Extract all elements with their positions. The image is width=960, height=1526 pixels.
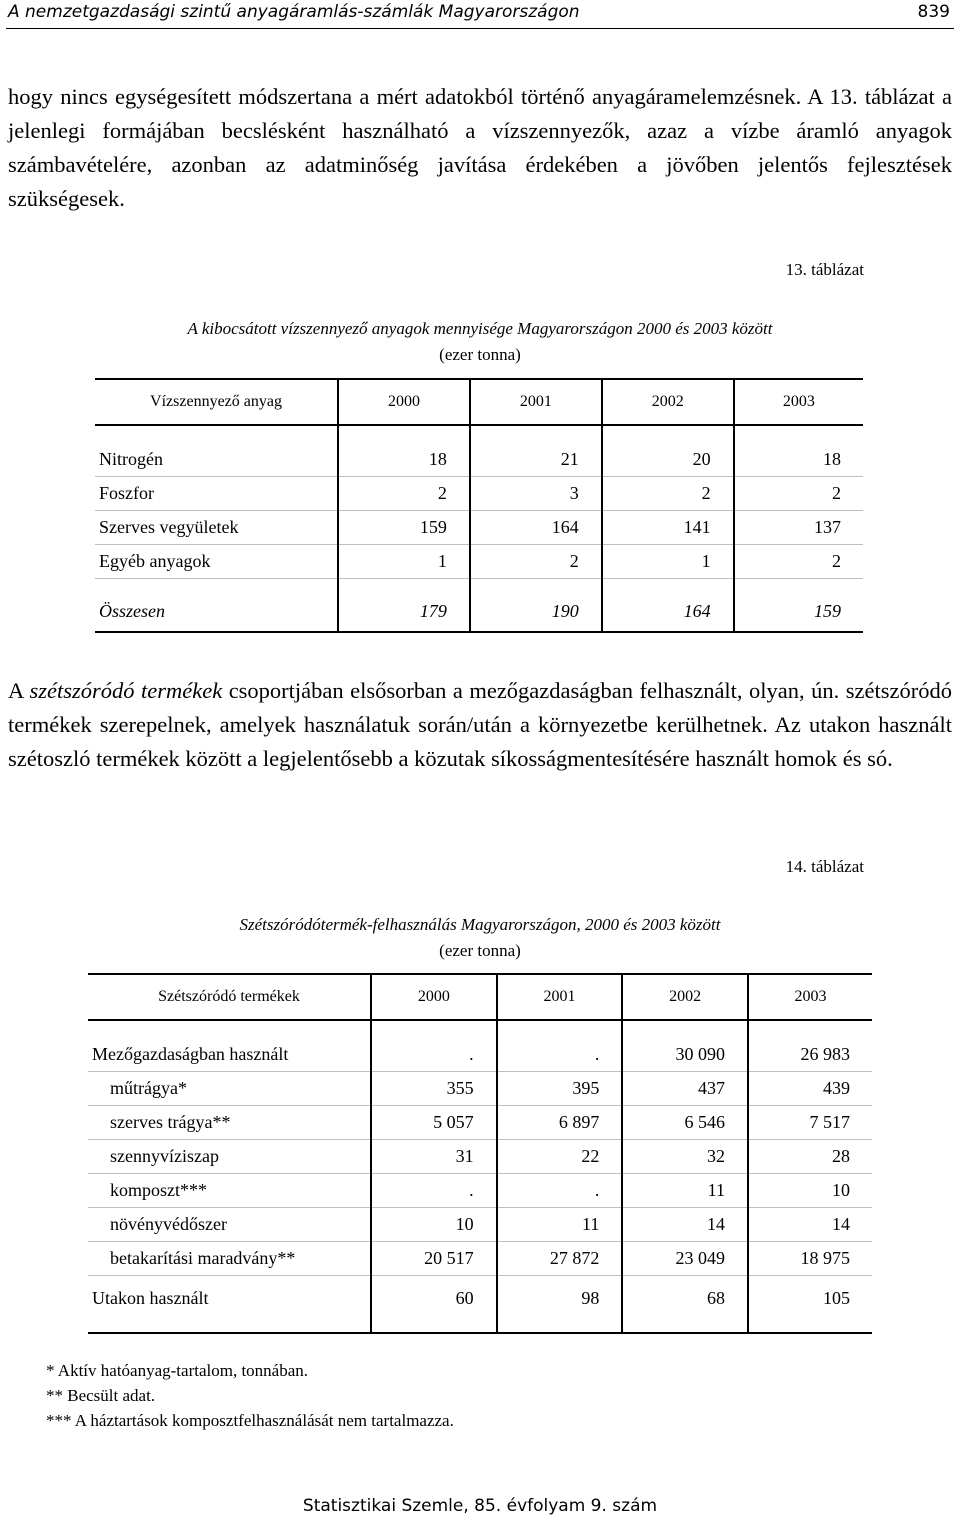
running-title: A nemzetgazdasági szintű anyagáramlás-számlák Magyarországon [8, 2, 580, 22]
table-cell: 14 [622, 1208, 748, 1242]
table-cell: 98 [497, 1276, 623, 1334]
table-cell: 31 [371, 1140, 497, 1174]
table-cell: 60 [371, 1276, 497, 1334]
paragraph-lead: A [8, 678, 30, 703]
table-cell: 137 [734, 511, 863, 545]
page-number: 839 [917, 2, 950, 22]
table-cell: Összesen [95, 579, 338, 633]
table-cell: 18 975 [748, 1242, 872, 1276]
table-cell: 159 [734, 579, 863, 633]
table-cell: . [497, 1174, 623, 1208]
table-cell: 395 [497, 1072, 623, 1106]
table-cell: Szerves vegyületek [95, 511, 338, 545]
table-13-title-text: A kibocsátott vízszennyező anyagok mennyisége Magyarországon 2000 és 2003 között [187, 319, 773, 338]
table-cell: 2 [470, 545, 602, 579]
table-cell: 30 090 [622, 1020, 748, 1072]
column-header: 2003 [748, 974, 872, 1020]
table-cell: 22 [497, 1140, 623, 1174]
column-header: Szétszóródó termékek [88, 974, 371, 1020]
table-row [88, 1072, 872, 1106]
table-cell: 105 [748, 1276, 872, 1334]
table-cell: Egyéb anyagok [95, 545, 338, 579]
table-14-unit: (ezer tonna) [439, 941, 521, 960]
table-cell: 21 [470, 425, 602, 477]
table-row [88, 1140, 872, 1174]
table-row [95, 511, 863, 545]
table-cell: 23 049 [622, 1242, 748, 1276]
table-cell: 159 [338, 511, 470, 545]
column-header: 2001 [497, 974, 623, 1020]
table-cell: 6 897 [497, 1106, 623, 1140]
table-cell: 141 [602, 511, 734, 545]
paragraph-emphasis: szétszóródó termékek [29, 678, 223, 703]
table-cell: komposzt*** [88, 1174, 371, 1208]
body-paragraph-2 [8, 674, 952, 776]
table-cell: 2 [734, 545, 863, 579]
table-13-caption: 13. táblázat [785, 260, 864, 279]
column-header: 2003 [734, 379, 863, 425]
table-cell: 20 [602, 425, 734, 477]
page-footer: Statisztikai Szemle, 85. évfolyam 9. szám [302, 1496, 658, 1516]
table-cell: 164 [602, 579, 734, 633]
column-header: 2000 [371, 974, 497, 1020]
table-header-row [95, 379, 863, 425]
column-header: 2002 [602, 379, 734, 425]
table-cell: növényvédőszer [88, 1208, 371, 1242]
column-header: 2000 [338, 379, 470, 425]
table-total-row [95, 579, 863, 633]
table-row [88, 1020, 872, 1072]
table-cell: betakarítási maradvány** [88, 1242, 371, 1276]
table-cell: 10 [371, 1208, 497, 1242]
table-cell: 179 [338, 579, 470, 633]
table-cell: szennyvíziszap [88, 1140, 371, 1174]
table-cell: 1 [602, 545, 734, 579]
table-13-unit: (ezer tonna) [439, 345, 521, 364]
table-14-caption: 14. táblázat [785, 857, 864, 876]
table-13-title [0, 316, 960, 368]
table-13 [95, 378, 863, 633]
paragraph-rest: csoportjában elsősorban a mezőgazdaságban felhasznált, olyan, ún. szétszóródó termékek szerepelnek, amelyek használatuk során/után a környezetbe kerülhetnek. Az utakon használt szétoszló termékek között a legjelentősebb a közutak síkosságmentesítésére használt homok és só. [8, 678, 952, 771]
table-cell: 7 517 [748, 1106, 872, 1140]
table-cell: 68 [622, 1276, 748, 1334]
column-header: 2002 [622, 974, 748, 1020]
table-row [88, 1208, 872, 1242]
table-14-title [0, 912, 960, 964]
table-cell: 26 983 [748, 1020, 872, 1072]
table-cell: 439 [748, 1072, 872, 1106]
table-row [88, 1242, 872, 1276]
table-cell: 27 872 [497, 1242, 623, 1276]
table-cell: . [371, 1020, 497, 1072]
table-row [95, 477, 863, 511]
table-cell: 10 [748, 1174, 872, 1208]
table-cell: 11 [497, 1208, 623, 1242]
table-cell: . [497, 1020, 623, 1072]
table-cell: 18 [338, 425, 470, 477]
table-cell: Mezőgazdaságban használt [88, 1020, 371, 1072]
body-paragraph-1: hogy nincs egységesített módszertana a mért adatokból történő anyagáramelemzésnek. A 13. táblázat a jelenlegi formájában becslésként használható a vízszennyezők, azaz a vízbe áramló anyagok számbavételére, azonban az adatminőség javítása érdekében a jövőben jelentős fejlesztések szükségesek. [8, 84, 952, 211]
table-cell: műtrágya* [88, 1072, 371, 1106]
table-cell: 14 [748, 1208, 872, 1242]
table-cell: 3 [470, 477, 602, 511]
table-cell: Nitrogén [95, 425, 338, 477]
table-cell: 6 546 [622, 1106, 748, 1140]
column-header: 2001 [470, 379, 602, 425]
footnotes [46, 1358, 454, 1433]
table-cell: 437 [622, 1072, 748, 1106]
table-row [88, 1174, 872, 1208]
column-header: Vízszennyező anyag [95, 379, 338, 425]
table-cell: 20 517 [371, 1242, 497, 1276]
table-cell: 190 [470, 579, 602, 633]
table-cell: 18 [734, 425, 863, 477]
table-cell: 11 [622, 1174, 748, 1208]
table-cell: 1 [338, 545, 470, 579]
table-cell: 2 [734, 477, 863, 511]
table-cell: 32 [622, 1140, 748, 1174]
table-cell: 2 [602, 477, 734, 511]
table-row [88, 1276, 872, 1334]
page-header [6, 0, 954, 29]
table-cell: 355 [371, 1072, 497, 1106]
table-row [88, 1106, 872, 1140]
table-cell: . [371, 1174, 497, 1208]
table-cell: 5 057 [371, 1106, 497, 1140]
table-header-row [88, 974, 872, 1020]
table-cell: Foszfor [95, 477, 338, 511]
footnote: * Aktív hatóanyag-tartalom, tonnában. [46, 1361, 309, 1380]
table-row [95, 425, 863, 477]
table-row [95, 545, 863, 579]
table-cell: szerves trágya** [88, 1106, 371, 1140]
table-cell: 2 [338, 477, 470, 511]
table-cell: 164 [470, 511, 602, 545]
table-cell: Utakon használt [88, 1276, 371, 1334]
table-14 [88, 973, 872, 1334]
table-14-title-text: Szétszóródótermék-felhasználás Magyarországon, 2000 és 2003 között [239, 915, 721, 934]
footnote: ** Becsült adat. [46, 1386, 156, 1405]
footnote: *** A háztartások komposztfelhasználását nem tartalmazza. [46, 1411, 454, 1430]
table-cell: 28 [748, 1140, 872, 1174]
